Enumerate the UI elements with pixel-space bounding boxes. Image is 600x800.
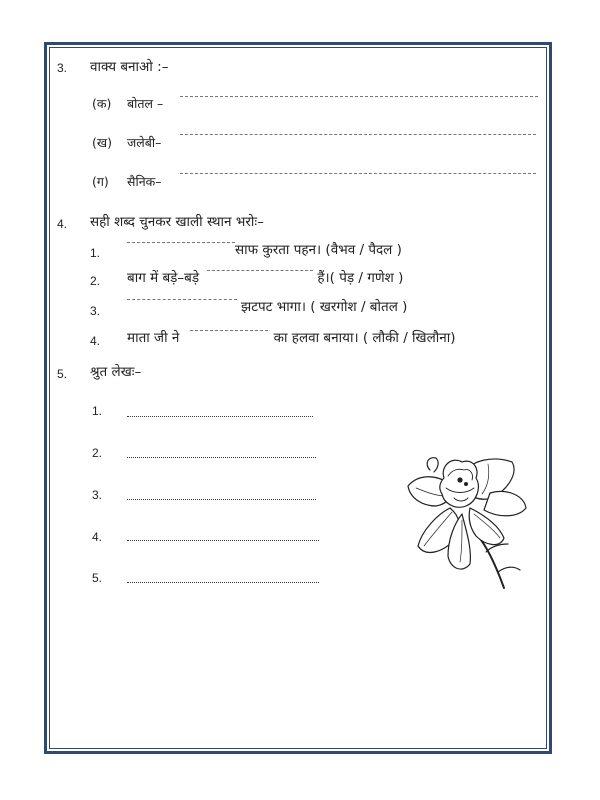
q4-item-after: हैं।( पेड़ / गणेश )	[317, 270, 404, 286]
dictation-line[interactable]	[127, 582, 319, 583]
fill-blank[interactable]	[207, 270, 313, 271]
answer-line[interactable]	[180, 173, 536, 174]
q4-item-number: 2.	[90, 274, 101, 288]
question-4-title: सही शब्द चुनकर खाली स्थान भरोः–	[90, 214, 264, 230]
dictation-number: 4.	[92, 530, 103, 544]
q4-item-after: साफ कुरता पहन। (वैभव / पैदल )	[235, 242, 402, 258]
q4-item-number: 1.	[90, 246, 101, 260]
question-3-number: 3.	[57, 61, 68, 75]
dictation-number: 5.	[92, 571, 103, 585]
dictation-line[interactable]	[127, 457, 316, 458]
question-5-title: श्रुत लेखः–	[90, 364, 142, 380]
q4-item-before: बाग में बड़े–बड़े	[127, 270, 200, 286]
answer-line[interactable]	[180, 134, 536, 135]
dictation-line[interactable]	[127, 416, 313, 417]
fill-blank[interactable]	[127, 299, 237, 300]
q4-item-number: 4.	[90, 334, 101, 348]
q4-item-row	[127, 268, 403, 286]
dictation-line[interactable]	[127, 499, 316, 500]
question-3-title: वाक्य बनाओ :–	[90, 59, 169, 75]
q3-item-word: बोतल –	[127, 96, 164, 111]
q3-item-marker: (क)	[92, 96, 112, 111]
answer-line[interactable]	[180, 96, 538, 97]
q3-item-word: जलेबी–	[127, 135, 162, 150]
q3-item-word: सैनिक–	[127, 174, 162, 189]
dictation-number: 2.	[92, 446, 103, 460]
q4-item-row	[127, 240, 402, 258]
page-border-inner	[49, 47, 547, 749]
q3-item-marker: (ग)	[92, 174, 109, 189]
q3-item-marker: (ख)	[92, 135, 112, 150]
q4-item-before: माता जी ने	[127, 330, 180, 346]
fill-blank[interactable]	[127, 242, 235, 243]
q4-item-after: झटपट भागा। ( खरगोश / बोतल )	[241, 299, 408, 315]
dictation-number: 1.	[92, 404, 103, 418]
q4-item-number: 3.	[90, 304, 101, 318]
question-5-number: 5.	[57, 367, 68, 381]
flower-illustration-icon	[400, 448, 530, 598]
q4-item-after: का हलवा बनाया। ( लौकी / खिलौना)	[273, 330, 456, 346]
dictation-line[interactable]	[127, 540, 319, 541]
q4-item-row	[127, 328, 456, 346]
dictation-number: 3.	[92, 488, 103, 502]
question-4-number: 4.	[57, 217, 68, 231]
fill-blank[interactable]	[190, 330, 268, 331]
q4-item-row	[127, 297, 407, 315]
